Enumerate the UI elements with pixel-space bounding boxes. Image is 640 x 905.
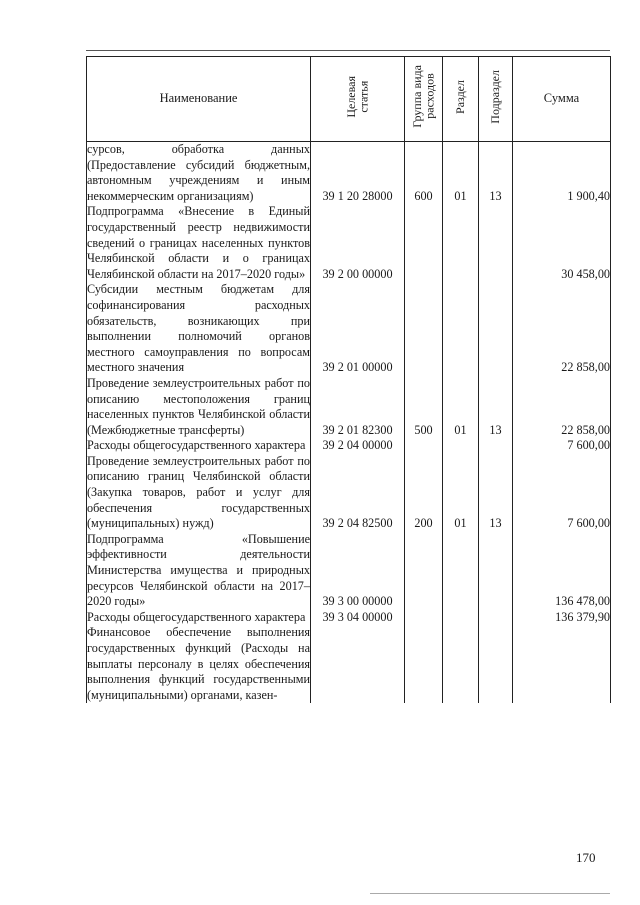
row-name-cell: Подпрограмма «Внесение в Единый государственный реестр недвижимости сведений о границах населенных пунктов Челябинской области и о границах Челябинской области на 2017–2020 годы»: [87, 204, 310, 281]
row-section-cell: [443, 438, 479, 454]
table-header-row: [87, 57, 611, 142]
row-section-cell: [443, 532, 479, 610]
row-target-code-cell: 39 2 04 82500: [311, 454, 405, 532]
row-amount-cell: 136 379,90: [513, 610, 611, 626]
row-target-code-cell: 39 2 04 00000: [311, 438, 405, 454]
page-number: 170: [576, 850, 596, 865]
row-subsection-cell: [479, 438, 513, 454]
row-subsection-cell: [479, 282, 513, 376]
row-target-code-cell: 39 2 01 82300: [311, 376, 405, 438]
table-row: [87, 438, 611, 454]
table-row: [87, 282, 611, 376]
row-section-cell: [443, 610, 479, 626]
row-name-cell: Субсидии местным бюджетам для софинансирования расходных обязательств, возникающих при выполнении полномочий органов местного самоуправления по вопросам местного значения: [87, 282, 310, 375]
row-expense-group-cell: 600: [405, 142, 443, 205]
row-subsection-cell: [479, 204, 513, 282]
header-section: Раздел: [443, 57, 479, 142]
top-rule: [86, 50, 610, 51]
row-expense-group-cell: 500: [405, 376, 443, 438]
budget-table: [86, 56, 611, 703]
header-subsection: Подраздел: [479, 57, 513, 142]
row-name-cell: Проведение землеустроительных работ по описанию местоположения границ населенных пунктов Челябинской области (Межбюджетные трансферты): [87, 375, 310, 437]
row-name-cell: Проведение землеустроительных работ по описанию границ Челябинской области (Закупка товаров, работ и услуг для обеспечения государственных (муниципальных) нужд): [87, 453, 310, 531]
row-section-cell: 01: [443, 376, 479, 438]
row-name-cell: Расходы общегосударственного характера: [87, 610, 311, 626]
header-target-article: Целевая статья: [311, 57, 405, 142]
row-expense-group-cell: 200: [405, 454, 443, 532]
row-amount-cell: 136 478,00: [513, 532, 611, 610]
table-row: [87, 454, 611, 532]
table-row: [87, 204, 611, 282]
row-section-cell: [443, 625, 479, 703]
row-target-code-cell: 39 2 00 00000: [311, 204, 405, 282]
row-subsection-cell: 13: [479, 454, 513, 532]
row-subsection-cell: [479, 532, 513, 610]
row-amount-cell: 7 600,00: [513, 438, 611, 454]
row-expense-group-cell: [405, 282, 443, 376]
row-expense-group-cell: [405, 438, 443, 454]
row-subsection-cell: [479, 625, 513, 703]
row-subsection-cell: 13: [479, 142, 513, 205]
table-row: [87, 142, 611, 205]
row-target-code-cell: 39 2 01 00000: [311, 282, 405, 376]
row-amount-cell: 7 600,00: [513, 454, 611, 532]
row-amount-cell: 1 900,40: [513, 142, 611, 205]
row-name-cell: Финансовое обеспечение выполнения государственных функций (Расходы на выплаты персоналу в целях обеспечения выполнения функций государственными (муниципальными) органами, казен-: [87, 625, 310, 702]
header-name: Наименование: [87, 57, 311, 142]
table-body: [87, 142, 611, 704]
table-row: [87, 532, 611, 610]
row-amount-cell: 22 858,00: [513, 376, 611, 438]
row-name-cell: Подпрограмма «Повышение эффективности деятельности Министерства имущества и природных ресурсов Челябинской области на 2017–2020 годы»: [87, 531, 310, 609]
row-target-code-cell: 39 3 00 00000: [311, 532, 405, 610]
row-amount-cell: [513, 625, 611, 703]
row-expense-group-cell: [405, 625, 443, 703]
row-expense-group-cell: [405, 204, 443, 282]
bottom-rule: [370, 893, 610, 894]
row-name-cell: сурсов, обработка данных (Предоставление субсидий бюджетным, автономным учреждениям и иным некоммерческим организациям): [87, 142, 310, 203]
row-target-code-cell: 39 1 20 28000: [311, 142, 405, 205]
row-amount-cell: 30 458,00: [513, 204, 611, 282]
header-sum: Сумма: [513, 57, 611, 142]
row-target-code-cell: [311, 625, 405, 703]
row-subsection-cell: 13: [479, 376, 513, 438]
row-expense-group-cell: [405, 610, 443, 626]
row-name-cell: Расходы общегосударственного характера: [87, 438, 311, 454]
row-amount-cell: 22 858,00: [513, 282, 611, 376]
row-section-cell: [443, 204, 479, 282]
table-row: [87, 625, 611, 703]
row-target-code-cell: 39 3 04 00000: [311, 610, 405, 626]
row-section-cell: 01: [443, 454, 479, 532]
row-expense-group-cell: [405, 532, 443, 610]
row-section-cell: 01: [443, 142, 479, 205]
row-section-cell: [443, 282, 479, 376]
row-subsection-cell: [479, 610, 513, 626]
header-expense-group: Группа вида расходов: [405, 57, 443, 142]
table-row: [87, 610, 611, 626]
table-row: [87, 376, 611, 438]
